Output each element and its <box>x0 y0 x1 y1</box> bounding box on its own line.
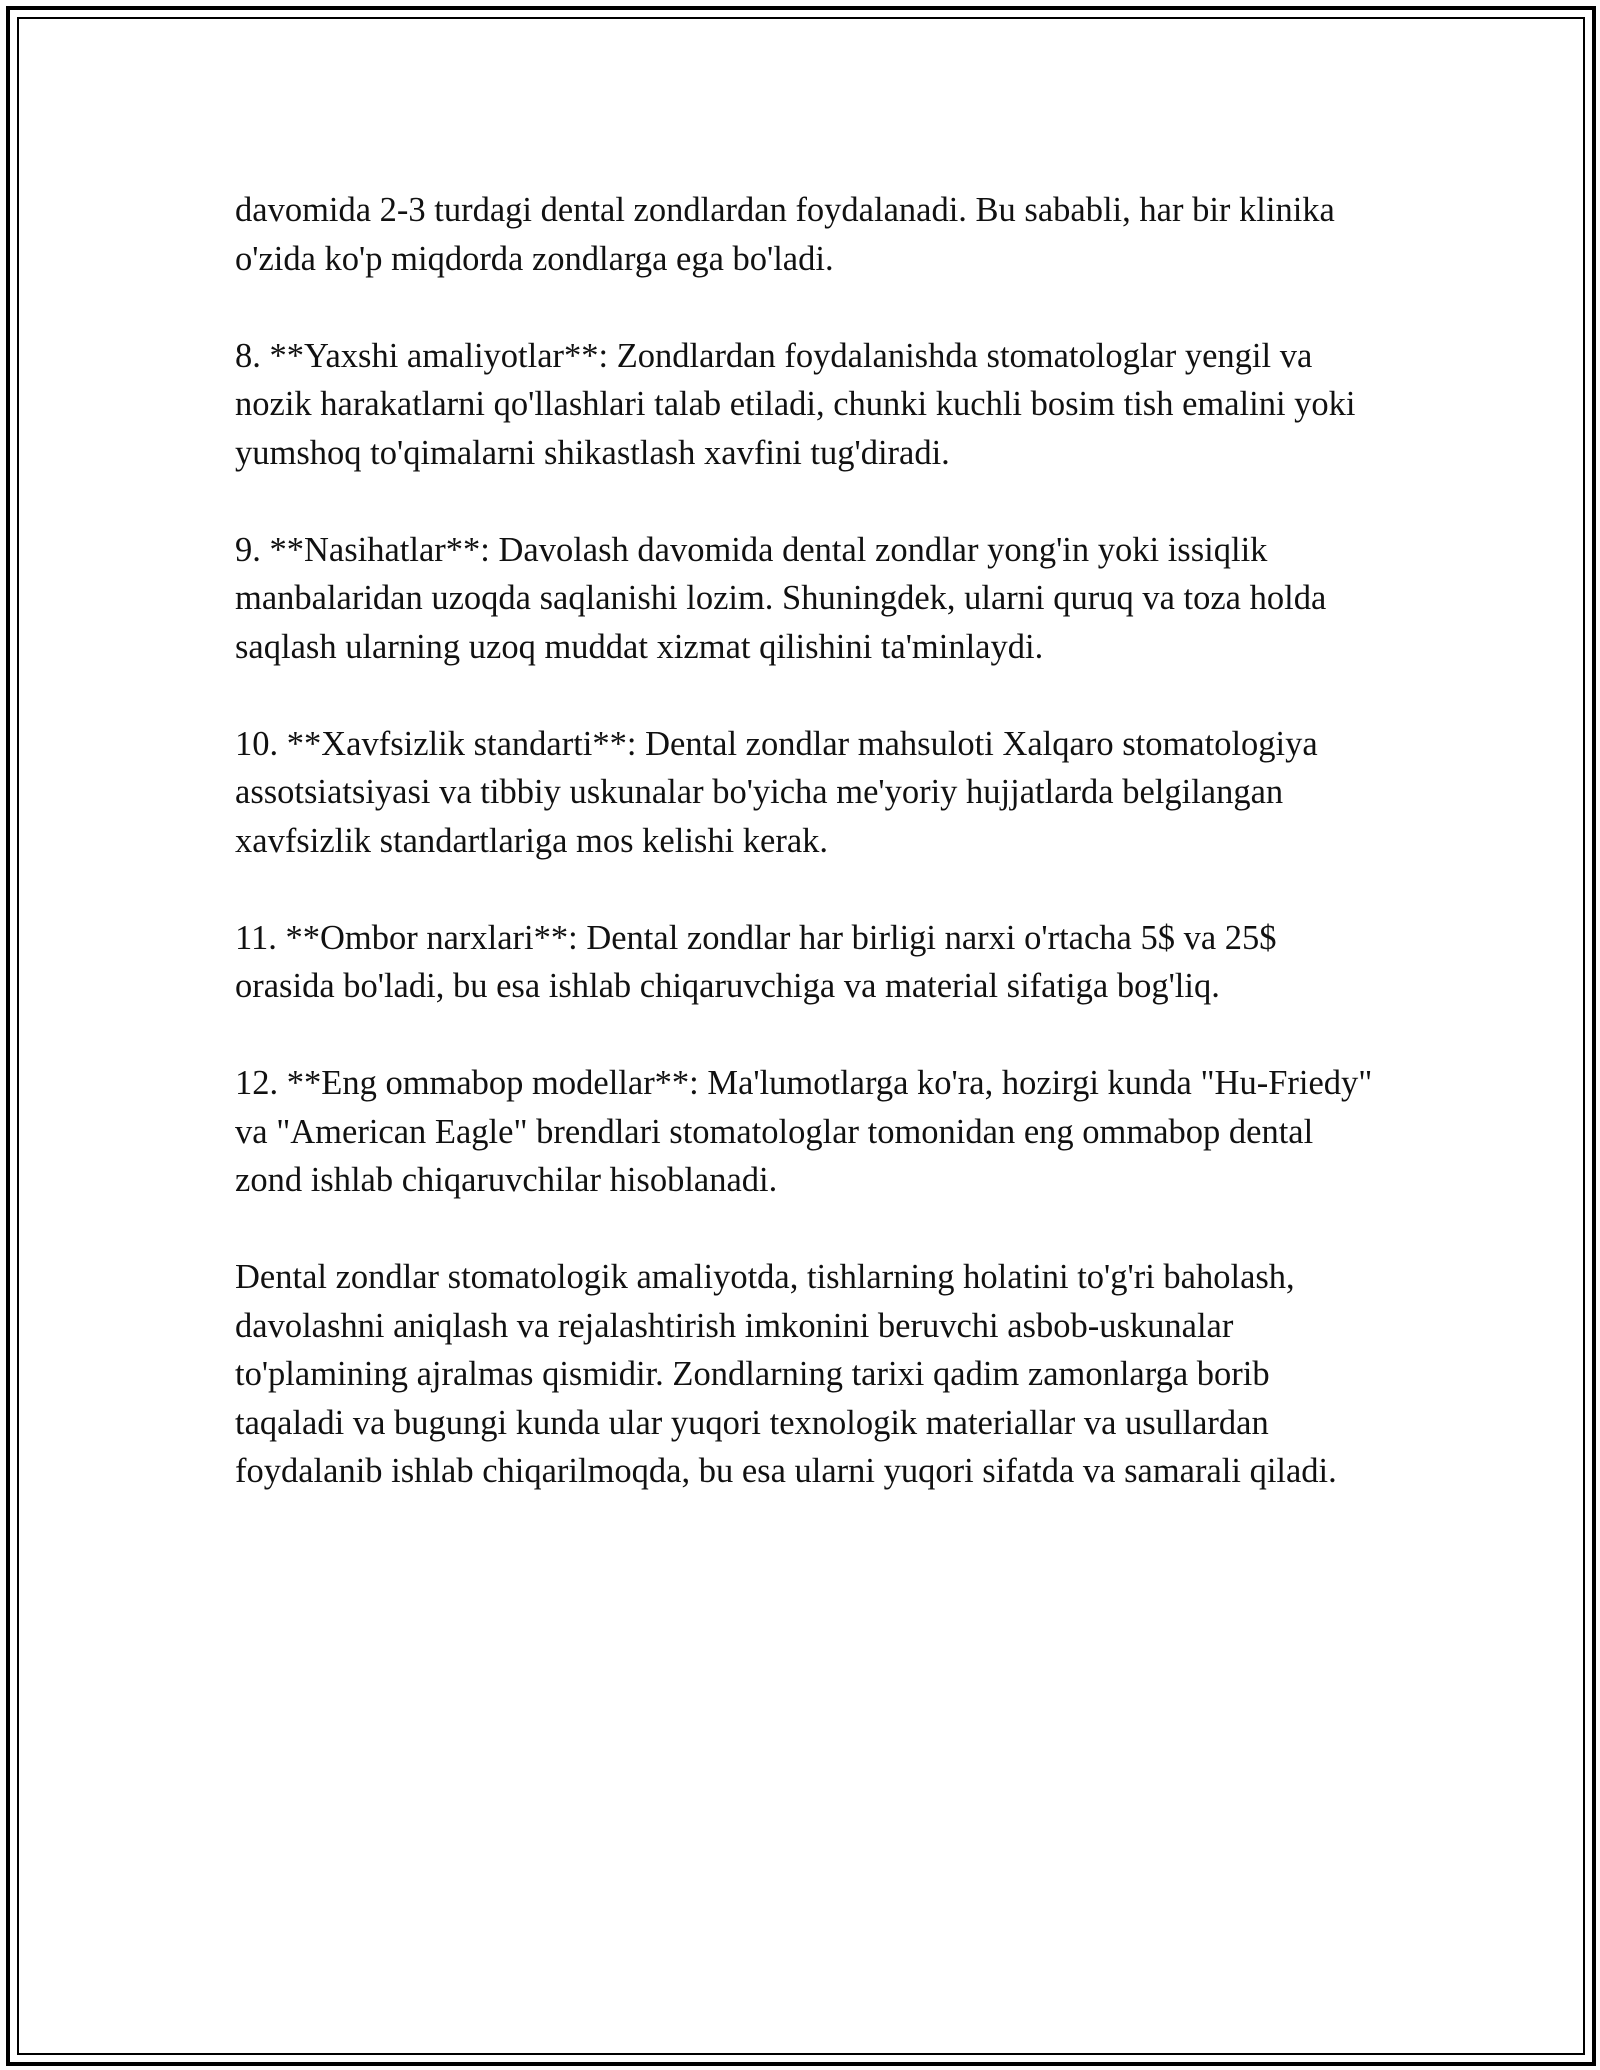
paragraph-item-8: 8. **Yaxshi amaliyotlar**: Zondlardan foydalanishda stomatologlar yengil va nozik harakatlarni qo'llashlari talab etiladi, chunki kuchli bosim tish emalini yoki yumshoq to'qimalarni shikastlash xavfini tug'diradi. <box>235 336 1356 472</box>
document-body <box>235 186 1375 1496</box>
paragraph-continuation: davomida 2-3 turdagi dental zondlardan foydalanadi. Bu sababli, har bir klinika o'zida ko'p miqdorda zondlarga ega bo'ladi. <box>235 191 1335 278</box>
paragraph-item-12: 12. **Eng ommabop modellar**: Ma'lumotlarga ko'ra, hozirgi kunda "Hu-Friedy" va "American Eagle" brendlari stomatologlar tomonidan eng ommabop dental zond ishlab chiqaruvchilar hisoblanadi. <box>235 1064 1373 1199</box>
paragraph-conclusion: Dental zondlar stomatologik amaliyotda, tishlarning holatini to'g'ri baholash, davolashni aniqlash va rejalashtirish imkonini beruvchi asbob-uskunalar to'plamining ajralmas qismidir. Zondlarning tarixi qadim zamonlarga borib taqaladi va bugungi kunda ular yuqori texnologik materiallar va usullardan foydalanib ishlab chiqarilmoqda, bu esa ularni yuqori sifatda va samarali qiladi. <box>235 1258 1337 1490</box>
paragraph-item-11: 11. **Ombor narxlari**: Dental zondlar har birligi narxi o'rtacha 5$ va 25$ orasida bo'ladi, bu esa ishlab chiqaruvchiga va material sifatiga bog'liq. <box>235 918 1277 1005</box>
paragraph-item-9: 9. **Nasihatlar**: Davolash davomida dental zondlar yong'in yoki issiqlik manbalaridan uzoqda saqlanishi lozim. Shuningdek, ularni quruq va toza holda saqlash ularning uzoq muddat xizmat qilishini ta'minlaydi. <box>235 530 1327 666</box>
paragraph-item-10: 10. **Xavfsizlik standarti**: Dental zondlar mahsuloti Xalqaro stomatologiya assotsiatsiyasi va tibbiy uskunalar bo'yicha me'yoriy hujjatlarda belgilangan xavfsizlik standartlariga mos kelishi kerak. <box>235 724 1318 860</box>
